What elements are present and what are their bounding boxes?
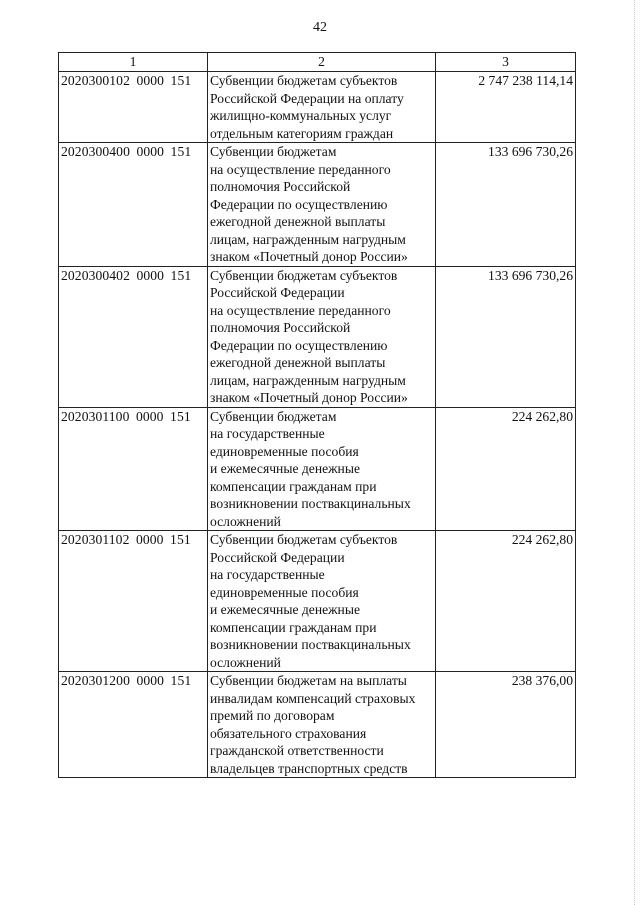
description-line: Федерации по осуществлению <box>210 337 388 353</box>
description-line: компенсации гражданам при <box>210 619 377 635</box>
description-line: единовременные пособия <box>210 443 359 459</box>
table-row <box>59 672 576 778</box>
amount-cell: 133 696 730,26 <box>436 143 576 267</box>
description-line: и ежемесячные денежные <box>210 602 360 617</box>
description-line: жилищно-коммунальных услуг <box>210 108 392 123</box>
column-header-amount: 3 <box>436 53 576 72</box>
description-line: гражданской ответственности <box>210 743 384 758</box>
table-row <box>59 407 576 531</box>
amount-cell: 2 747 238 114,14 <box>436 72 576 143</box>
description-line: владельцев транспортных средств <box>210 760 408 776</box>
amount-cell: 133 696 730,26 <box>436 266 576 407</box>
budget-code-cell: 2020301100 0000 151 <box>59 407 208 531</box>
description-line: знаком «Почетный донор России» <box>210 249 408 264</box>
description-line: премий по договорам <box>210 708 335 723</box>
description-line: на осуществление переданного <box>210 302 391 318</box>
budget-code-cell: 2020300102 0000 151 <box>59 72 208 143</box>
amount-cell: 224 262,80 <box>436 531 576 672</box>
description-line: Федерации по осуществлению <box>210 196 388 212</box>
description-line: Субвенции бюджетам субъектов <box>210 73 398 88</box>
budget-code-cell: 2020300402 0000 151 <box>59 266 208 407</box>
budget-code-cell: 2020301102 0000 151 <box>59 531 208 672</box>
description-line: на государственные <box>210 567 325 582</box>
description-cell <box>208 143 436 267</box>
description-line: Субвенции бюджетам <box>210 144 337 159</box>
description-line: лицам, награжденным нагрудным <box>210 372 406 388</box>
table-body <box>59 72 576 778</box>
description-cell <box>208 407 436 531</box>
table-row <box>59 143 576 267</box>
description-line: и ежемесячные денежные <box>210 461 360 476</box>
description-line: полномочия Российской <box>210 179 351 194</box>
description-line: возникновении поствакцинальных <box>210 637 411 652</box>
description-line: единовременные пособия <box>210 584 359 600</box>
description-line: инвалидам компенсаций страховых <box>210 690 416 706</box>
description-cell <box>208 72 436 143</box>
budget-code-cell: 2020300400 0000 151 <box>59 143 208 267</box>
description-line: возникновении поствакцинальных <box>210 496 411 511</box>
description-line: Российской Федерации <box>210 549 345 565</box>
description-line: Российской Федерации <box>210 285 345 300</box>
description-line: Субвенции бюджетам <box>210 408 337 424</box>
column-header-code: 1 <box>59 53 208 72</box>
description-cell <box>208 531 436 672</box>
description-line: отдельным категориям граждан <box>210 125 394 141</box>
description-line: полномочия Российской <box>210 320 351 335</box>
table-row <box>59 266 576 407</box>
description-line: ежегодной денежной выплаты <box>210 355 386 370</box>
scan-edge-marks <box>634 0 638 905</box>
description-line: компенсации гражданам при <box>210 478 377 494</box>
description-line: на осуществление переданного <box>210 161 391 177</box>
description-cell <box>208 672 436 778</box>
budget-code-cell: 2020301200 0000 151 <box>59 672 208 778</box>
description-line: Субвенции бюджетам субъектов <box>210 267 398 283</box>
description-line: осложнений <box>210 513 281 529</box>
description-line: лицам, награжденным нагрудным <box>210 231 406 247</box>
description-line: на государственные <box>210 426 325 441</box>
description-line: Субвенции бюджетам субъектов <box>210 532 398 547</box>
description-cell <box>208 266 436 407</box>
table-row <box>59 531 576 672</box>
table-header-row <box>59 53 576 72</box>
description-line: знаком «Почетный донор России» <box>210 390 408 405</box>
description-line: Субвенции бюджетам на выплаты <box>210 673 407 688</box>
page-number: 42 <box>313 20 327 35</box>
description-line: обязательного страхования <box>210 725 367 741</box>
description-line: ежегодной денежной выплаты <box>210 214 386 229</box>
amount-cell: 224 262,80 <box>436 407 576 531</box>
description-line: Российской Федерации на оплату <box>210 90 404 106</box>
budget-table <box>58 52 576 778</box>
column-header-name: 2 <box>208 53 436 72</box>
amount-cell: 238 376,00 <box>436 672 576 778</box>
description-line: осложнений <box>210 654 281 670</box>
table-row <box>59 72 576 143</box>
